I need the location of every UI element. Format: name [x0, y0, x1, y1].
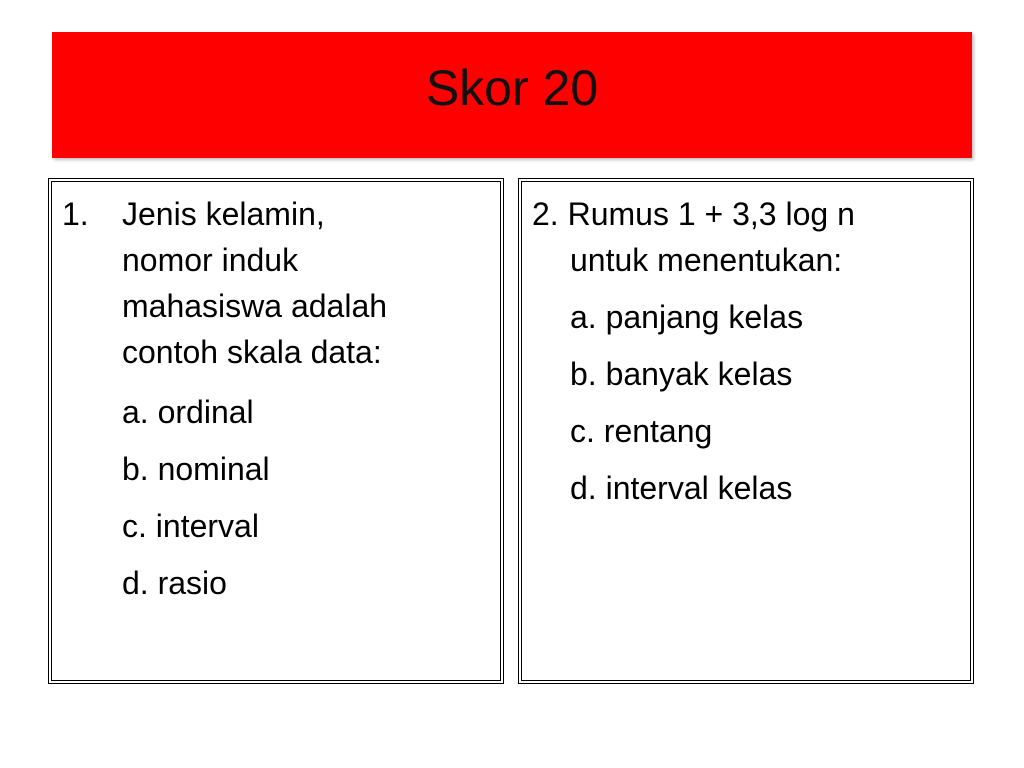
question-1-line-4: contoh skala data:	[122, 334, 382, 370]
question-1-option-c: c. interval	[122, 508, 259, 544]
question-1-option-a: a. ordinal	[122, 394, 254, 430]
title-banner	[52, 32, 972, 158]
question-2-option-c: c. rentang	[570, 413, 713, 449]
question-1-box	[48, 178, 504, 684]
question-2-option-a: a. panjang kelas	[570, 299, 804, 335]
question-2-option-d: d. interval kelas	[570, 470, 793, 506]
question-2-box	[518, 178, 974, 684]
question-2-option-b: b. banyak kelas	[570, 356, 793, 392]
question-2-line-1: 2. Rumus 1 + 3,3 log n	[532, 196, 855, 232]
question-2-line-2: untuk menentukan:	[570, 242, 843, 278]
question-1-option-b: b. nominal	[122, 451, 270, 487]
question-1-line-2: nomor induk	[122, 242, 299, 278]
question-1-line-1: Jenis kelamin,	[122, 196, 325, 232]
question-1-line-3: mahasiswa adalah	[122, 288, 388, 324]
slide-title: Skor 20	[425, 60, 599, 116]
question-1-number: 1.	[62, 196, 89, 232]
question-1-option-d: d. rasio	[122, 565, 227, 601]
